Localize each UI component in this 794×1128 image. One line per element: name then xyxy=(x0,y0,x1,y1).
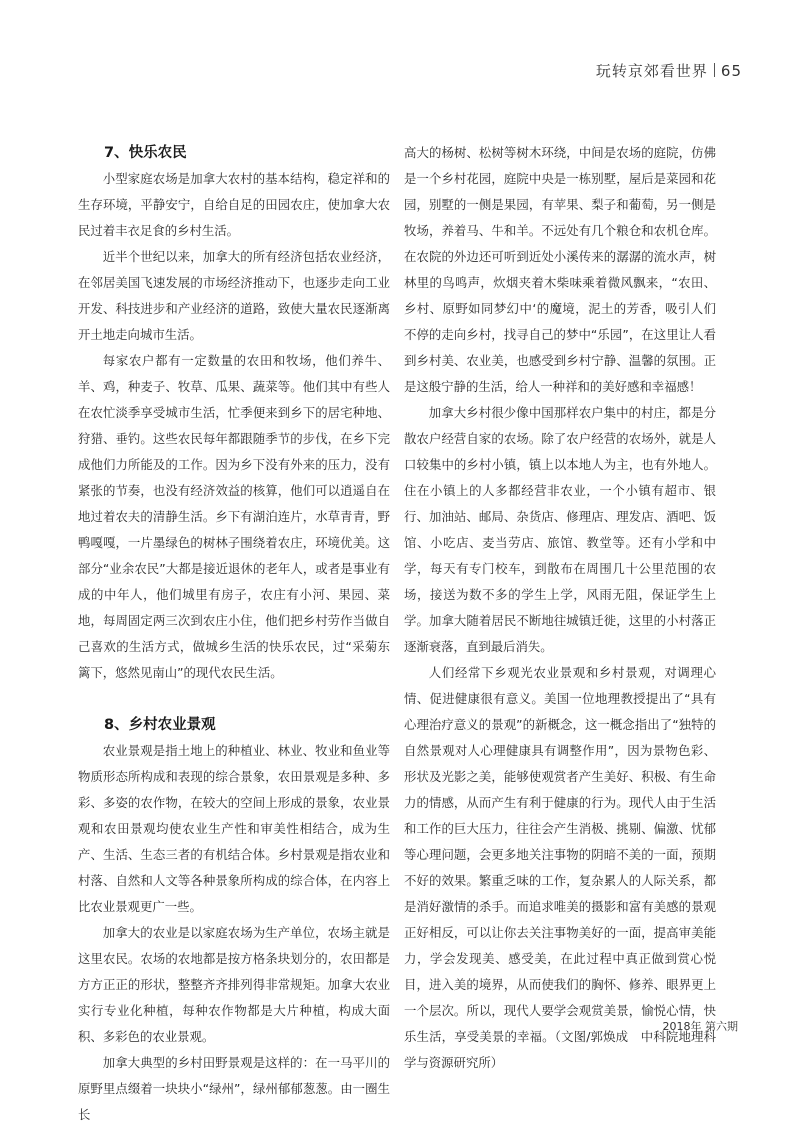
paragraph: 人们经常下乡观光农业景观和乡村景观，对调理心情、促进健康很有意义。美国一位地理教授提出了“具有心理治疗意义的景观”的新概念，这一概念指出了“独特的自然景观对人心理健康具有调整作用”，因为景物色彩、形状及光影之美，能够使观赏者产生美好、积极、有生命力的情感，从而产生有利于健康的行为。现代人由于生活和工作的巨大压力，往往会产生消极、挑剔、偏激、忧郁等心理问题，会更多地关注事物的阴暗不美的一面，预期不好的效果。繁重乏味的工作，复杂累人的人际关系，都是消好激情的杀手。而追求唯美的摄影和富有美感的景观正好相反，可以让你去关注事物美好的一面，提高审美能力，学会发现美、感受美，在此过程中真正做到赏心悦目，进入美的境界，从而使我们的胸怀、修养、眼界更上一个层次。所以，现代人要学会观赏美景，愉悦心情，快乐生活，享受美景的幸福。（文图/郭焕成 中科院地理科学与资源研究所） xyxy=(404,665,716,1070)
section-heading-happy-farmers: 7、快乐农民 xyxy=(104,145,187,161)
paragraph: 近半个世纪以来，加拿大的所有经济包括农业经济，在邻居美国飞速发展的市场经济推动下，也逐步走向工业开发、科技进步和产业经济的道路，致使大量农民逐渐离开土地走向城市生活。 xyxy=(78,249,390,342)
page-number: 65 xyxy=(720,62,742,80)
paragraph: 小型家庭农场是加拿大农村的基本结构，稳定祥和的生存环境，平静安宁，自给自足的田园农庄，使加拿大农民过着丰衣足食的乡村生活。 xyxy=(78,171,390,238)
left-column xyxy=(78,140,390,1128)
paragraph: 加拿大典型的乡村田野景观是这样的：在一马平川的原野里点缀着一块块小“绿州”，绿州郁郁葱葱。由一圈生长 xyxy=(78,1055,390,1122)
paragraph: 每家农户都有一定数量的农田和牧场，他们养牛、羊、鸡，种麦子、牧草、瓜果、蔬菜等。他们其中有些人在农忙淡季享受城市生活，忙季便来到乡下的居宅种地、狩猎、垂钓。这些农民每年都跟随季节的步伐，在乡下完成他们力所能及的工作。因为乡下没有外来的压力，没有紧张的节奏，也没有经济效益的核算，他们可以逍遥自在地过着农夫的清静生活。乡下有湖泊连片，水草青青，野鸭嘎嘎，一片墨绿色的树林子围绕着农庄，环境优美。这部分“业余农民”大都是接近退休的老年人，或者是事业有成的中年人，他们城里有房子，农庄有小河、果园、菜地，每周固定两三次到农庄小住，他们把乡村劳作当做自己喜欢的生活方式，做城乡生活的快乐农民，过“采菊东篱下，悠然见南山”的现代农民生活。 xyxy=(78,353,390,680)
paragraph: 加拿大乡村很少像中国那样农户集中的村庄，都是分散农户经营自家的农场。除了农户经营的农场外，就是人口较集中的乡村小镇，镇上以本地人为主，也有外地人。住在小镇上的人多都经营非农业，一个小镇有超市、银行、加油站、邮局、杂货店、修理店、理发店、酒吧、饭馆、小吃店、麦当劳店、旅馆、教堂等。还有小学和中学，每天有专门校车，到散布在周围几十公里范围的农场，接送为数不多的学生上学，风雨无阻，保证学生上学。加拿大随着居民不断地往城镇迁徙，这里的小村落正逐渐衰落，直到最后消失。 xyxy=(404,405,716,654)
paragraph: 农业景观是指土地上的种植业、林业、牧业和鱼业等物质形态所构成和表现的综合景象，农田景观是多种、多彩、多姿的农作物，在较大的空间上形成的景象，农业景观和农田景观均使农业生产性和审美性相结合，成为生产、生活、生态三者的有机结合体。乡村景观是指农业和村落、自然和人文等各种景象所构成的综合体，在内容上比农业景观更广一些。 xyxy=(78,743,390,914)
right-column xyxy=(404,140,716,1076)
paragraph: 加拿大的农业是以家庭农场为生产单位，农场主就是这里农民。农场的农地都是按方格条块划分的，农田都是方方正正的形状，整整齐齐排列得非常规矩。加拿大农业实行专业化种植，每种农作物都是大片种植，构成大面积、多彩色的农业景观。 xyxy=(78,925,390,1044)
issue-footer: 2018年 第六期 xyxy=(662,1020,738,1033)
paragraph-continuation: 高大的杨树、松树等树木环绕，中间是农场的庭院，仿佛是一个乡村花园，庭院中央是一栋别墅，屋后是菜园和花园，别墅的一侧是果园，有苹果、梨子和葡萄，另一侧是牧场，养着马、牛和羊。不远处有几个粮仓和农机仓库。在农院的外边还可听到近处小溪传来的潺潺的流水声，树林里的鸟鸣声，炊烟夹着木柴味乘着微风飘来，“农田、乡村、原野如同梦幻中‘的魔境，泥土的芳香，吸引人们不停的走向乡村，找寻自己的梦中“乐园”，在这里让人看到乡村美、农业美，也感受到乡村宁静、温馨的氛围。正是这般宁静的生活，给人一种祥和的美好感和幸福感！ xyxy=(404,145,716,394)
header-divider xyxy=(714,63,715,77)
magazine-column-title: 玩转京郊看世界 xyxy=(595,62,708,80)
section-heading-rural-landscape: 8、乡村农业景观 xyxy=(104,717,216,733)
page-header xyxy=(596,60,742,81)
